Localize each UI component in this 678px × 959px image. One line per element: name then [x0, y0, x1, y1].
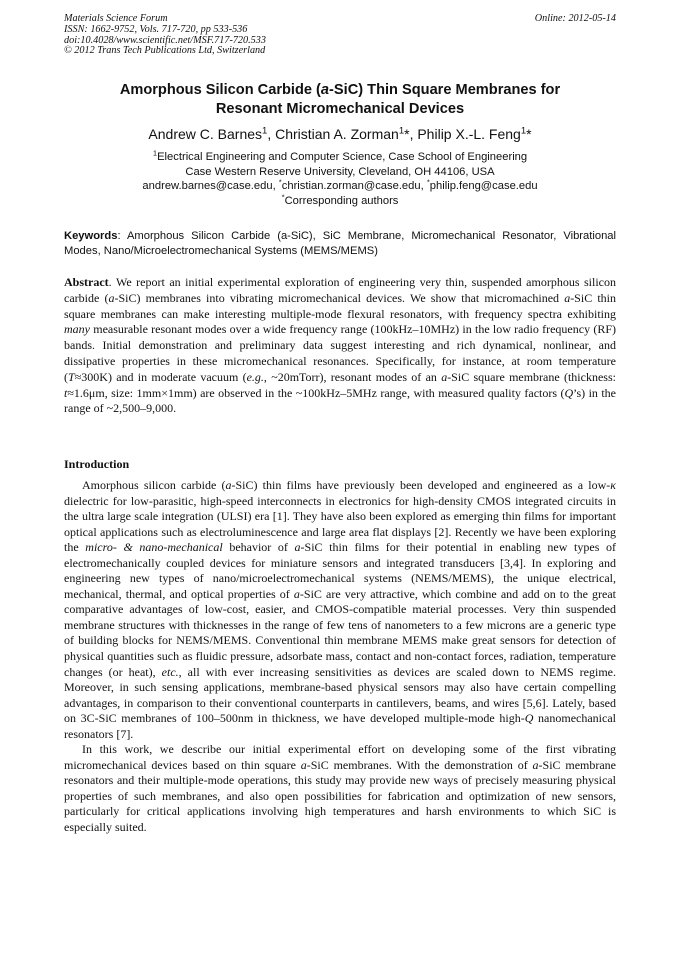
abstract-text: -SiC square membrane (thickness:	[447, 369, 616, 384]
body-text-run: -SiC thin films for their potential in enabling new types of electromechanically coupled devices for miniature sensors and integrated transducers [3,4]. In exploring and engineering new types of nano/microelectromechanical systems (NEMS/MEMS), the unique electrical, mechanical, thermal, and optical properties of	[64, 540, 616, 601]
body-italic-run: Q	[524, 711, 534, 726]
affil-mark: 1	[262, 125, 268, 137]
online-date: Online: 2012-05-14	[534, 13, 616, 24]
title-line-2: Resonant Micromechanical Devices	[215, 101, 465, 117]
body-italic-run: a	[294, 540, 301, 555]
abstract-italic: Q	[564, 385, 574, 400]
journal-name: Materials Science Forum	[64, 13, 168, 24]
abstract-italic: e.g.	[246, 369, 264, 384]
corresponding-label: Corresponding authors	[284, 194, 399, 207]
abstract-italic: a	[564, 290, 571, 305]
copyright: © 2012 Trans Tech Publications Ltd, Switzerland	[64, 45, 266, 57]
body-text-run: nanomechanical resonators [7].	[64, 711, 616, 741]
journal-header	[64, 14, 616, 57]
abstract	[64, 275, 616, 417]
corresponding-mark: *	[404, 126, 410, 142]
title-italic: a	[320, 82, 330, 98]
introduction-body	[64, 478, 616, 836]
abstract-text: ≈1.6μm, size: 1mm×1mm) are observed in the ~100kHz–5MHz range, with measured quality factors (	[67, 385, 565, 400]
keywords-label: Keywords	[64, 230, 118, 242]
author-zorman: Christian A. Zorman	[275, 126, 399, 142]
body-italic-run: a	[300, 757, 307, 772]
title-text: Amorphous Silicon Carbide (	[119, 82, 321, 98]
body-italic-run: etc.	[161, 664, 179, 679]
author-barnes: Andrew C. Barnes	[148, 126, 263, 142]
title-text-2: -SiC) Thin Square Membranes for	[329, 82, 561, 98]
body-text-run: In this work, we describe our initial experimental effort on developing some of the first vibrating micromechanical devices based on thin square	[64, 742, 616, 772]
corresponding-note	[64, 191, 616, 209]
email-barnes: andrew.barnes@case.edu,	[142, 180, 279, 192]
body-text-run: -SiC are very attractive, which combine and add on to the great comparative advantages of low-cost, easier, and CMOS-compatible material processes. Very thin suspended membrane structures with thicknesses in the range of few tens of nanometers to a few microns are a generic type of building blocks for NEMS/MEMS. Conventional thin membrane MEMS make great sensors for detection of physical quantities such as fluidic pressure, adsorbate mass, contact and non-contact forces, radiation, temperature changes (or heat),	[64, 586, 616, 679]
body-text-run: -SiC membranes. With the demonstration of	[306, 757, 533, 772]
body-text-run: behavior of	[222, 540, 295, 555]
intro-paragraph-2	[64, 742, 616, 835]
affiliation-line-2: Case Western Reserve University, Cleveland, OH 44106, USA	[185, 165, 495, 178]
abstract-italic: t	[64, 385, 68, 400]
author-list	[64, 125, 616, 143]
author-feng: Philip X.-L. Feng	[417, 126, 521, 142]
corresponding-mark: *	[278, 177, 282, 187]
paper-title	[64, 81, 616, 119]
section-heading-introduction: Introduction	[64, 457, 130, 471]
body-text-run: Amorphous silicon carbide (	[82, 478, 226, 492]
body-italic-run: a	[293, 586, 300, 601]
body-italic-run: κ	[610, 478, 617, 492]
corresponding-mark: *	[281, 191, 285, 201]
abstract-label: Abstract	[64, 275, 109, 289]
body-italic-run: a	[225, 478, 232, 492]
abstract-italic: a	[441, 369, 448, 384]
keywords-text: : Amorphous Silicon Carbide (a-SiC), SiC Membrane, Micromechanical Resonator, Vibrational Modes, Nano/Microelectromechanical Systems (MEMS/MEMS)	[64, 230, 616, 258]
abstract-italic: T	[68, 369, 75, 384]
intro-paragraph-1	[64, 478, 616, 742]
corresponding-mark: *	[526, 126, 532, 142]
affiliation-dept: Electrical Engineering and Computer Science, Case School of Engineering	[157, 151, 528, 163]
doi: doi:10.4028/www.scientific.net/MSF.717-720.533	[64, 34, 266, 46]
separator: ,	[267, 126, 276, 142]
keywords	[64, 229, 616, 259]
affil-mark: 1	[398, 125, 405, 137]
email-line	[64, 179, 616, 194]
abstract-text: ’s) in the range of ~2,500–9,000.	[64, 385, 617, 416]
email-zorman: christian.zorman@case.edu,	[281, 180, 427, 192]
abstract-text: , ~20mTorr), resonant modes of an	[263, 369, 442, 384]
abstract-text: -SiC) membranes into vibrating micromechanical devices. We show that micromachined	[114, 290, 565, 305]
body-text-run: dielectric for low-parasitic, high-speed interconnects in electronics for high-density CMOS integrated circuits in the ultra large scale integration (ULSI) era [1]. They have also been explored as emerging thin films for important optical applications such as electroluminescence and large area flat displays [2]. Recently we have been exploring the	[64, 493, 616, 555]
affiliation-line-1	[64, 150, 616, 165]
affil-mark: 1	[152, 148, 158, 158]
body-italic-run: a	[532, 757, 539, 772]
body-text-run: -SiC) thin films have previously been developed and engineered as a low-	[231, 478, 611, 492]
abstract-text: . We report an initial experimental exploration of engineering very thin, suspended amorphous silicon carbide (	[64, 275, 616, 305]
body-text-run: , all with ever increasing sensitivities as devices are scaled down to NEMS regime. Moreover, in such sensing applications, membrane-based physical sensors may also have certain compelling advantages, in comparison to their conventional counterparts in cantilevers, beams, and wires [5,6]. Lately, based on 3C-SiC membranes of 100–500nm in thickness, we have developed multiple-mode high-	[64, 664, 616, 726]
abstract-italic: many	[64, 322, 90, 337]
abstract-italic: a	[108, 290, 115, 305]
body-text-run: -SiC membrane resonators and their multiple-mode operations, this study may provide new ways of precisely measuring physical properties of such membranes, and also open possibilities for fabrication and optimization of new sensors, particularly for critical applications involving high temperatures and harsh environments to which SiC is especially suited.	[64, 757, 617, 835]
email-feng: philip.feng@case.edu	[429, 180, 538, 192]
body-italic-run: micro- & nano-mechanical	[85, 540, 223, 555]
corresponding-mark: *	[426, 177, 430, 187]
abstract-text: -SiC thin square membranes can make interesting multiple-mode flexural resonators, with frequency spectra exhibiting	[64, 290, 616, 321]
affil-mark: 1	[520, 125, 527, 137]
affiliation-block	[64, 150, 616, 208]
issn: ISSN: 1662-9752, Vols. 717-720, pp 533-536	[64, 23, 248, 35]
separator: ,	[409, 126, 418, 142]
abstract-text: measurable resonant modes over a wide frequency range (100kHz–10MHz) in the low radio frequency (RF) bands. Initial demonstration and preliminary data suggest interesting and rich dynamical, nonlinear, and dissipative properties in these micromechanical resonances. Specifically, for instance, at room temperature (	[64, 322, 616, 384]
abstract-text: ≈300K) and in moderate vacuum (	[74, 369, 247, 384]
